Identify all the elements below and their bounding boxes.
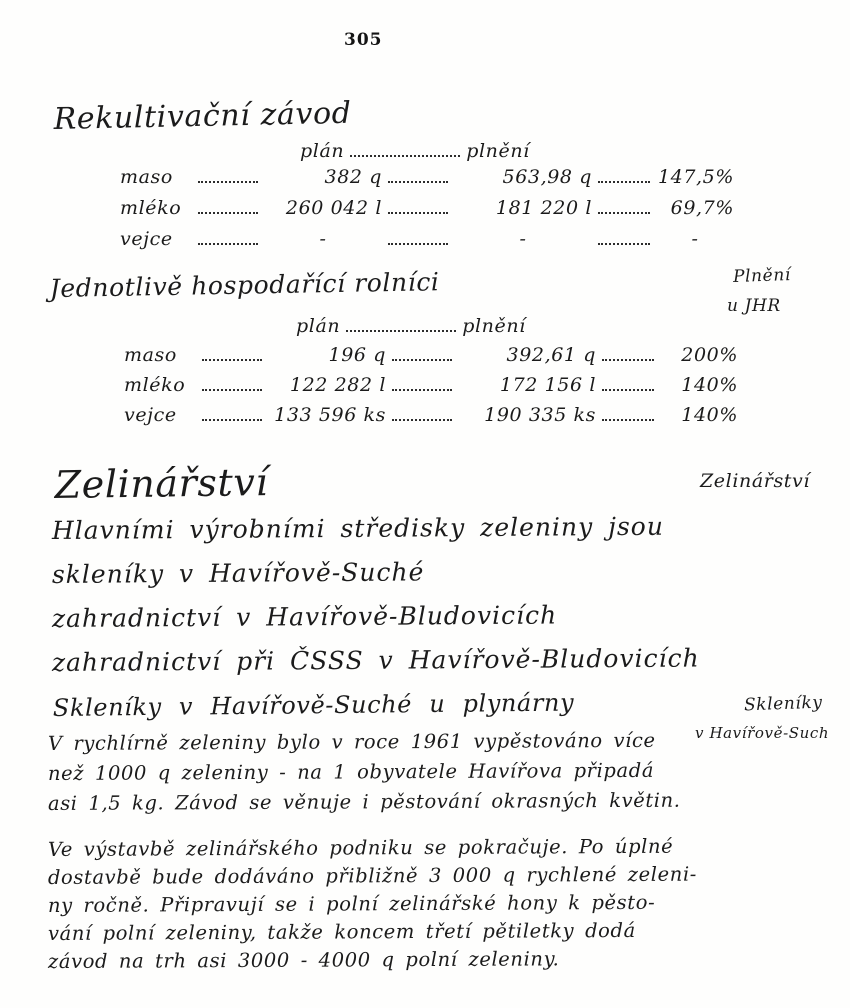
table1-header — [300, 140, 530, 162]
row-percent: 140% — [681, 374, 738, 396]
row-label: mléko — [124, 374, 186, 396]
table1-header-plan: plán — [300, 140, 345, 162]
dotted-leader — [392, 417, 452, 421]
table2-header — [296, 315, 526, 337]
dotted-leader — [198, 179, 258, 183]
table2-row-vejce — [124, 404, 738, 426]
row-plneni: 172 156 l — [499, 374, 596, 396]
row-plneni: - — [519, 228, 527, 250]
vystavba-line: Ve výstavbě zelinářského podniku se pokračuje. Po úplné — [47, 834, 674, 861]
row-plan: 196 q — [328, 344, 386, 366]
dotted-leader — [602, 417, 654, 421]
row-label: vejce — [120, 228, 173, 250]
row-plan: 260 042 l — [285, 197, 382, 219]
dotted-leader — [598, 179, 650, 183]
row-label: mléko — [120, 197, 182, 219]
dotted-leader — [598, 241, 650, 245]
row-percent: 69,7% — [670, 197, 734, 219]
dotted-leader — [202, 417, 262, 421]
dotted-leader — [198, 241, 258, 245]
dotted-leader — [346, 328, 456, 332]
row-plneni: 181 220 l — [495, 197, 592, 219]
table1-row-vejce — [120, 228, 734, 250]
row-plan: 122 282 l — [289, 374, 386, 396]
dotted-leader — [388, 179, 448, 183]
table2-row-maso — [124, 344, 738, 366]
zelinarstvi-line: zahradnictví při ČSSS v Havířově-Bludovicích — [51, 643, 700, 677]
section-heading-rekultivacni: Rekultivační závod — [53, 95, 352, 137]
dotted-leader — [602, 387, 654, 391]
margin-note-skleniky: Skleníky — [743, 692, 823, 716]
margin-note-ujhr: u JHR — [727, 296, 781, 316]
dotted-leader — [350, 153, 460, 157]
margin-note-plneni: Plnění — [732, 264, 792, 288]
row-percent: 140% — [681, 404, 738, 426]
vystavba-line: závod na trh asi 3000 - 4000 q polní zeleniny. — [47, 947, 560, 973]
vystavba-line: dostavbě bude dodáváno přibližně 3 000 q rychlené zeleni- — [47, 862, 697, 889]
zelinarstvi-line: Hlavními výrobními středisky zeleniny jsou — [51, 511, 664, 545]
dotted-leader — [392, 387, 452, 391]
table2-header-plan: plán — [296, 315, 341, 337]
row-plan: - — [319, 228, 327, 250]
section-heading-rolnici: Jednotlivě hospodařící rolníci — [49, 267, 440, 303]
table2-row-mleko — [124, 374, 738, 396]
dotted-leader — [202, 357, 262, 361]
dotted-leader — [198, 210, 258, 214]
row-percent: - — [691, 228, 699, 250]
row-plneni: 392,61 q — [506, 344, 596, 366]
row-label: maso — [124, 344, 177, 366]
table1-row-mleko — [120, 197, 734, 219]
dotted-leader — [598, 210, 650, 214]
row-label: vejce — [124, 404, 177, 426]
zelinarstvi-line: skleníky v Havířově-Suché — [51, 557, 425, 589]
dotted-leader — [388, 210, 448, 214]
row-plan: 133 596 ks — [274, 404, 386, 426]
row-percent: 200% — [681, 344, 738, 366]
margin-note-zelinarstvi: Zelinářství — [700, 470, 811, 492]
row-plneni: 190 335 ks — [484, 404, 596, 426]
dotted-leader — [392, 357, 452, 361]
row-plneni: 563,98 q — [502, 166, 592, 188]
vystavba-line: vání polní zeleniny, takže koncem třetí pětiletky dodá — [47, 918, 636, 945]
dotted-leader — [602, 357, 654, 361]
margin-note-havirov-such: v Havířově-Such — [695, 724, 830, 742]
table1-row-maso — [120, 166, 734, 188]
row-plan: 382 q — [324, 166, 382, 188]
skleniky-line: V rychlírně zeleniny bylo v roce 1961 vypěstováno více — [47, 728, 656, 755]
table2-header-plneni: plnění — [462, 315, 526, 337]
page-number: 305 — [344, 30, 383, 50]
skleniky-line: než 1000 q zeleniny - na 1 obyvatele Havířova připadá — [47, 758, 655, 785]
dotted-leader — [388, 241, 448, 245]
row-percent: 147,5% — [657, 166, 734, 188]
vystavba-line: ny ročně. Připravují se i polní zelinářské hony k pěsto- — [47, 890, 656, 917]
section-heading-zelinarstvi: Zelinářství — [54, 460, 269, 507]
skleniky-line: asi 1,5 kg. Závod se věnuje i pěstování okrasných květin. — [47, 788, 681, 815]
row-label: maso — [120, 166, 173, 188]
section-heading-skleniky: Skleníky v Havířově-Suché u plynárny — [52, 688, 575, 722]
table1-header-plneni: plnění — [466, 140, 530, 162]
zelinarstvi-line: zahradnictví v Havířově-Bludovicích — [51, 600, 558, 633]
dotted-leader — [202, 387, 262, 391]
